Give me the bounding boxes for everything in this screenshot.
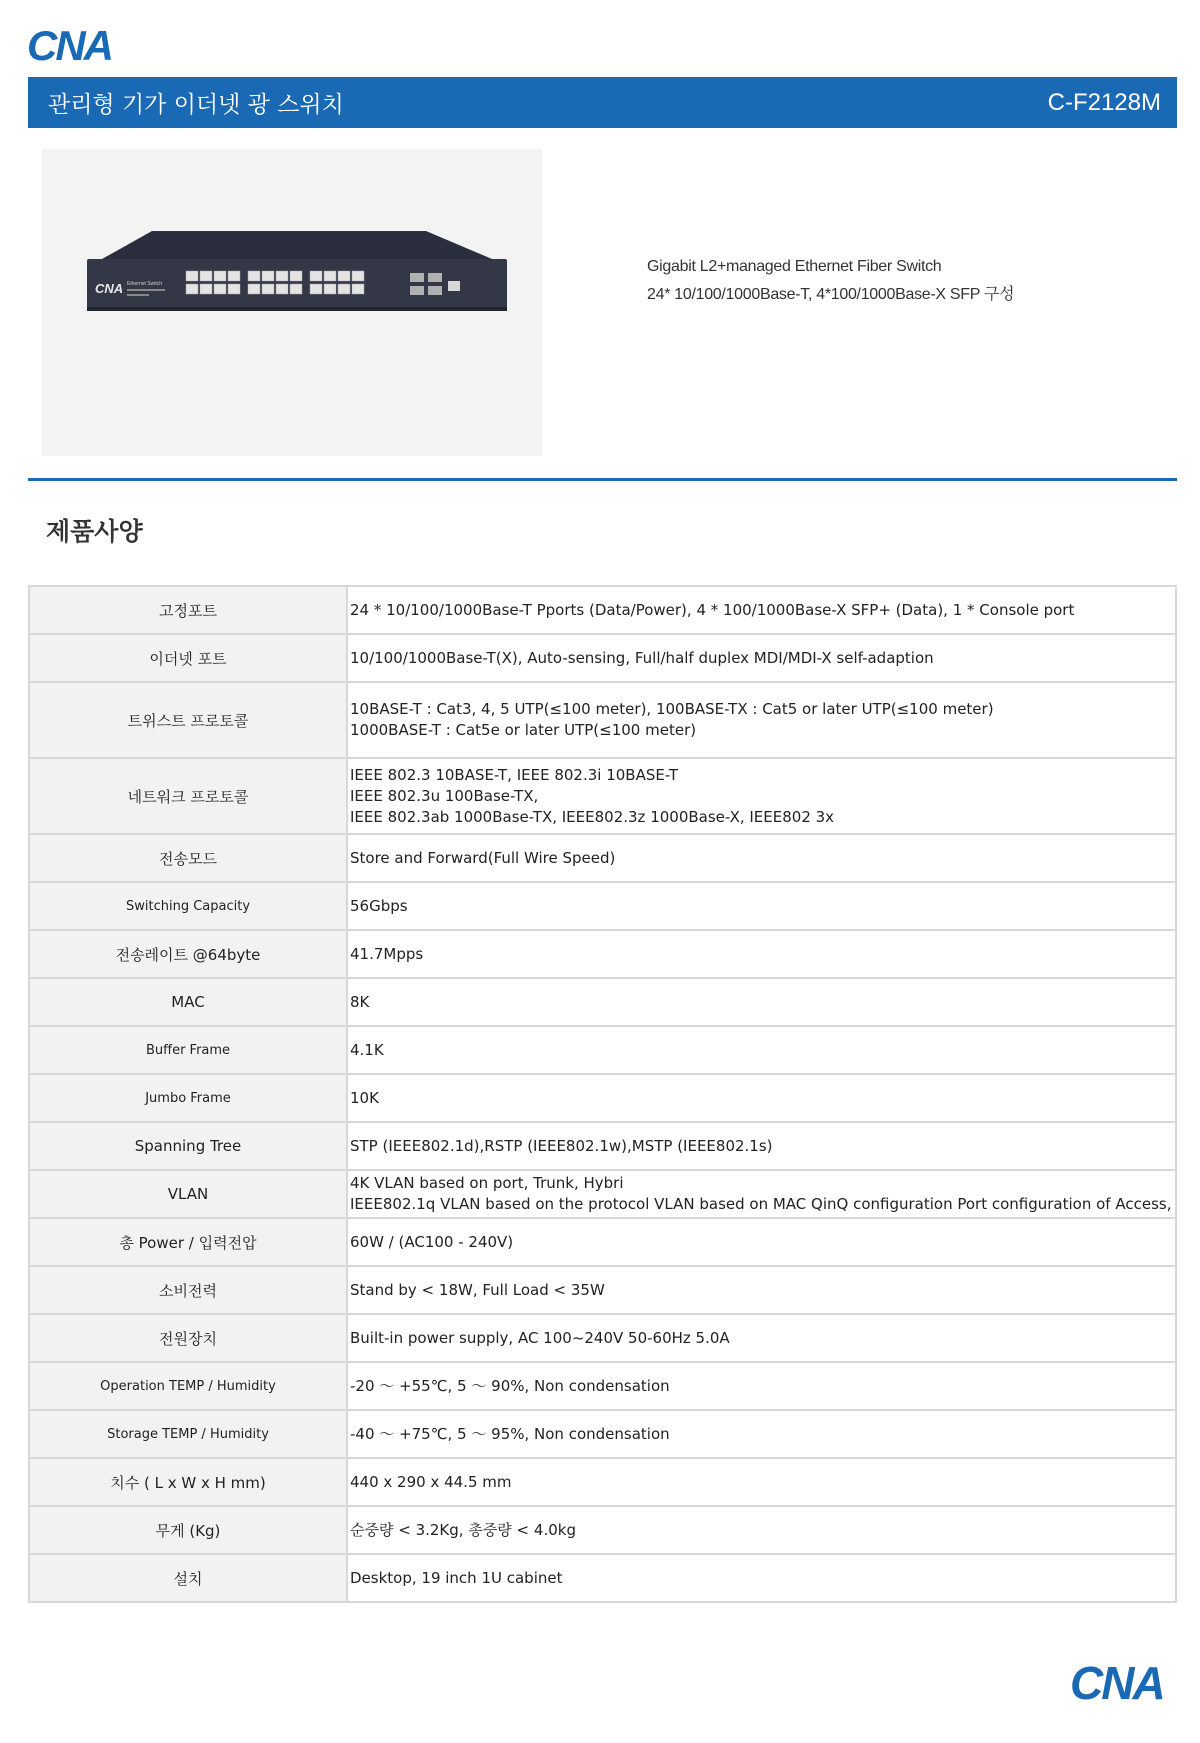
spec-label: 총 Power / 입력전압 (29, 1218, 347, 1266)
spec-row (29, 1170, 1176, 1218)
spec-value (347, 1170, 1176, 1218)
model-number: C-F2128M (1047, 88, 1161, 116)
spec-label: Buffer Frame (29, 1026, 347, 1074)
panel-logo: CNA (95, 281, 124, 296)
spec-value-line: 60W / (AC100 - 240V) (350, 1232, 514, 1251)
spec-value (347, 758, 1176, 834)
spec-label: 전송모드 (29, 834, 347, 882)
rj45-port (228, 284, 240, 294)
product-photo (42, 149, 542, 456)
spec-value-line: 8K (350, 992, 370, 1011)
spec-label: Jumbo Frame (29, 1074, 347, 1122)
rj45-port (352, 284, 364, 294)
spec-value-line: 10K (350, 1088, 379, 1107)
spec-label: Spanning Tree (29, 1122, 347, 1170)
title-bar (28, 77, 1177, 128)
description-line: Gigabit L2+managed Ethernet Fiber Switch (647, 258, 942, 275)
product-description (647, 253, 1014, 309)
spec-value-line: IEEE 802.3u 100Base-TX, (350, 786, 539, 805)
spec-row (29, 834, 1176, 882)
section-title: 제품사양 (46, 517, 143, 546)
rj45-port (290, 271, 302, 281)
spec-value-line: 4.1K (350, 1040, 384, 1059)
spec-value-line: 24 * 10/100/1000Base-T Pports (Data/Power), 4 * 100/1000Base-X SFP+ (Data), 1 * Console port (350, 600, 1075, 619)
spec-label: MAC (29, 978, 347, 1026)
cna-logo: CNA (27, 22, 112, 69)
spec-value-line: 41.7Mpps (350, 944, 424, 963)
spec-label: 이더넷 포트 (29, 634, 347, 682)
spec-row (29, 682, 1176, 758)
spec-value-line: Built-in power supply, AC 100~240V 50-60Hz 5.0A (350, 1328, 730, 1347)
rj45-port (214, 271, 226, 281)
spec-value (347, 1026, 1176, 1074)
spec-label: Switching Capacity (29, 882, 347, 930)
spec-row (29, 882, 1176, 930)
rj45-port (276, 284, 288, 294)
spec-value-line: IEEE 802.3 10BASE-T, IEEE 802.3i 10BASE-T (350, 765, 679, 784)
spec-row (29, 1554, 1176, 1602)
rj45-port (248, 284, 260, 294)
spec-value-line: Store and Forward(Full Wire Speed) (350, 848, 616, 867)
spec-value-line: -40 ～ +75℃, 5 ～ 95%, Non condensation (350, 1424, 670, 1443)
spec-value (347, 882, 1176, 930)
spec-value-line: 순중량 < 3.2Kg, 총중량 < 4.0kg (350, 1520, 576, 1539)
rj45-port (186, 284, 198, 294)
spec-row (29, 978, 1176, 1026)
rj45-port (276, 271, 288, 281)
rj45-port (262, 284, 274, 294)
spec-row (29, 1506, 1176, 1554)
spec-value (347, 682, 1176, 758)
spec-row (29, 1410, 1176, 1458)
spec-row (29, 1266, 1176, 1314)
rj45-port (324, 271, 336, 281)
spec-label: 치수 ( L x W x H mm) (29, 1458, 347, 1506)
rj45-port (262, 271, 274, 281)
spec-value-line: 56Gbps (350, 896, 408, 915)
spec-label: 전원장치 (29, 1314, 347, 1362)
spec-value (347, 634, 1176, 682)
rj45-port (310, 271, 322, 281)
spec-row (29, 1314, 1176, 1362)
spec-label: Storage TEMP / Humidity (29, 1410, 347, 1458)
spec-value-line: -20 ～ +55℃, 5 ～ 90%, Non condensation (350, 1376, 670, 1395)
rj45-port (338, 284, 350, 294)
spec-value (347, 1314, 1176, 1362)
spec-value-line: IEEE802.1q VLAN based on the protocol VLAN based on MAC QinQ configuration Port configuration of Access, (350, 1195, 1172, 1213)
spec-value (347, 1218, 1176, 1266)
spec-value (347, 1554, 1176, 1602)
spec-label: 네트워크 프로토콜 (29, 758, 347, 834)
spec-value-line: STP (IEEE802.1d),RSTP (IEEE802.1w),MSTP (IEEE802.1s) (350, 1136, 773, 1155)
rj45-port (248, 271, 260, 281)
page-title: 관리형 기가 이더넷 광 스위치 (48, 92, 344, 118)
cna-logo-footer: CNA (1070, 1657, 1164, 1709)
rj45-port (310, 284, 322, 294)
spec-value-line: 440 x 290 x 44.5 mm (350, 1472, 512, 1491)
spec-row (29, 1362, 1176, 1410)
spec-value (347, 1266, 1176, 1314)
spec-value (347, 1410, 1176, 1458)
rj45-port (200, 271, 212, 281)
rj45-port (228, 271, 240, 281)
spec-row (29, 1026, 1176, 1074)
spec-row (29, 930, 1176, 978)
spec-label: 고정포트 (29, 586, 347, 634)
spec-row (29, 1122, 1176, 1170)
spec-row (29, 586, 1176, 634)
spec-value (347, 586, 1176, 634)
spec-value (347, 1362, 1176, 1410)
spec-value-line: 10/100/1000Base-T(X), Auto-sensing, Full/half duplex MDI/MDI-X self-adaption (350, 648, 934, 667)
spec-value-line: Desktop, 19 inch 1U cabinet (350, 1568, 563, 1587)
spec-table (28, 585, 1177, 1603)
rj45-port (214, 284, 226, 294)
switch-illustration (42, 149, 542, 456)
spec-label: 설치 (29, 1554, 347, 1602)
rj45-port (200, 284, 212, 294)
spec-label: Operation TEMP / Humidity (29, 1362, 347, 1410)
spec-row (29, 1074, 1176, 1122)
spec-value (347, 1122, 1176, 1170)
rj45-port (338, 271, 350, 281)
spec-value-line: 10BASE-T : Cat3, 4, 5 UTP(≤100 meter), 100BASE-TX : Cat5 or later UTP(≤100 meter) (350, 700, 994, 718)
spec-value (347, 834, 1176, 882)
rj45-port (324, 284, 336, 294)
spec-label: 트위스트 프로토콜 (29, 682, 347, 758)
spec-value-line: IEEE 802.3ab 1000Base-TX, IEEE802.3z 1000Base-X, IEEE802 3x (350, 807, 835, 826)
spec-value-line: 4K VLAN based on port, Trunk, Hybri (350, 1174, 624, 1192)
spec-label: 소비전력 (29, 1266, 347, 1314)
spec-label: 전송레이트 @64byte (29, 930, 347, 978)
rj45-port (186, 271, 198, 281)
spec-row (29, 1218, 1176, 1266)
spec-row (29, 1458, 1176, 1506)
spec-value (347, 930, 1176, 978)
rj45-port (290, 284, 302, 294)
spec-value (347, 1074, 1176, 1122)
section-divider (28, 478, 1177, 481)
spec-label: 무게 (Kg) (29, 1506, 347, 1554)
spec-value (347, 978, 1176, 1026)
description-line: 24* 10/100/1000Base-T, 4*100/1000Base-X SFP 구성 (647, 286, 1015, 303)
panel-label: Ethernet Switch (127, 281, 163, 287)
spec-row (29, 758, 1176, 834)
spec-value-line: 1000BASE-T : Cat5e or later UTP(≤100 meter) (350, 721, 697, 739)
spec-value (347, 1458, 1176, 1506)
rj45-port (352, 271, 364, 281)
spec-label: VLAN (29, 1170, 347, 1218)
spec-row (29, 634, 1176, 682)
spec-value-line: Stand by < 18W, Full Load < 35W (350, 1280, 605, 1299)
spec-value (347, 1506, 1176, 1554)
